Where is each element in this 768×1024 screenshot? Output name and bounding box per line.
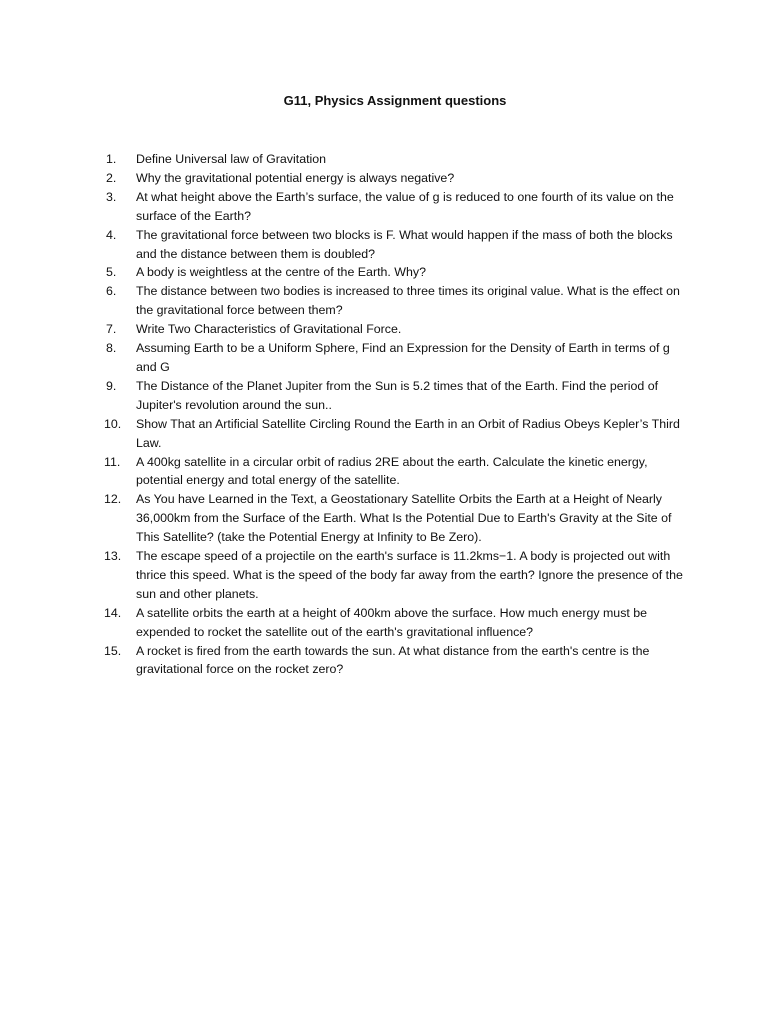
question-number: 12.	[104, 492, 122, 507]
list-item	[106, 320, 686, 339]
question-text: A 400kg satellite in a circular orbit of radius 2RE about the earth. Calculate the kinetic energy, potential energy and total energy of the satellite.	[136, 454, 648, 488]
list-item	[106, 604, 686, 642]
question-text: The distance between two bodies is increased to three times its original value. What is the effect on the gravitational force between them?	[136, 284, 680, 318]
question-text: A body is weightless at the centre of the Earth. Why?	[136, 265, 426, 280]
question-number: 2.	[106, 170, 117, 185]
question-text: Why the gravitational potential energy is always negative?	[136, 170, 455, 185]
question-text: Assuming Earth to be a Uniform Sphere, Find an Expression for the Density of Earth in terms of g and G	[136, 341, 670, 374]
question-text: As You have Learned in the Text, a Geostationary Satellite Orbits the Earth at a Height of Nearly 36,000km from the Surface of the Earth. What Is the Potential Due to Earth's Gravity at the Site of This Satellite? (take the Potential Energy at Infinity to Be Zero).	[136, 492, 672, 545]
question-number: 13.	[104, 549, 122, 564]
question-text: Show That an Artificial Satellite Circling Round the Earth in an Orbit of Radius Obeys Kepler’s Third Law.	[136, 416, 680, 450]
question-number: 9.	[106, 378, 117, 393]
question-text: Define Universal law of Gravitation	[136, 152, 327, 166]
question-number: 4.	[106, 227, 117, 242]
question-number: 14.	[104, 605, 122, 620]
list-item	[106, 453, 686, 491]
list-item	[106, 377, 686, 415]
list-item	[106, 642, 686, 680]
question-number: 5.	[106, 265, 117, 280]
question-text: A satellite orbits the earth at a height of 400km above the surface. How much energy must be expended to rocket the satellite out of the earth's gravitational influence?	[136, 605, 648, 639]
page-title: G11, Physics Assignment questions	[283, 93, 507, 108]
question-text: A rocket is fired from the earth towards the sun. At what distance from the earth's centre is the gravitational force on the rocket zero?	[136, 643, 650, 677]
question-number: 1.	[106, 152, 117, 166]
list-item	[106, 263, 686, 282]
list-item	[106, 339, 686, 377]
list-item	[106, 226, 686, 264]
question-number: 8.	[106, 341, 117, 356]
question-text: Write Two Characteristics of Gravitational Force.	[136, 322, 402, 337]
question-text: The gravitational force between two blocks is F. What would happen if the mass of both the blocks and the distance between them is doubled?	[136, 227, 673, 261]
list-item	[106, 490, 686, 547]
question-number: 15.	[104, 643, 122, 658]
list-item	[106, 150, 686, 169]
list-item	[106, 188, 686, 226]
question-number: 6.	[106, 284, 117, 299]
question-list	[106, 150, 686, 679]
list-item	[106, 282, 686, 320]
list-item	[106, 415, 686, 453]
question-text: The Distance of the Planet Jupiter from the Sun is 5.2 times that of the Earth. Find the period of Jupiter's revolution around the sun..	[136, 378, 659, 412]
question-number: 3.	[106, 189, 117, 204]
list-item	[106, 547, 686, 604]
question-number: 10.	[104, 416, 122, 431]
question-number: 11.	[104, 454, 121, 469]
question-text: At what height above the Earth’s surface, the value of g is reduced to one fourth of its value on the surface of the Earth?	[136, 189, 674, 223]
list-item	[106, 169, 686, 188]
question-text: The escape speed of a projectile on the earth's surface is 11.2kms−1. A body is projected out with thrice this speed. What is the speed of the body far away from the earth? Ignore the presence of the sun and other planets.	[136, 549, 683, 601]
question-number: 7.	[106, 322, 117, 337]
